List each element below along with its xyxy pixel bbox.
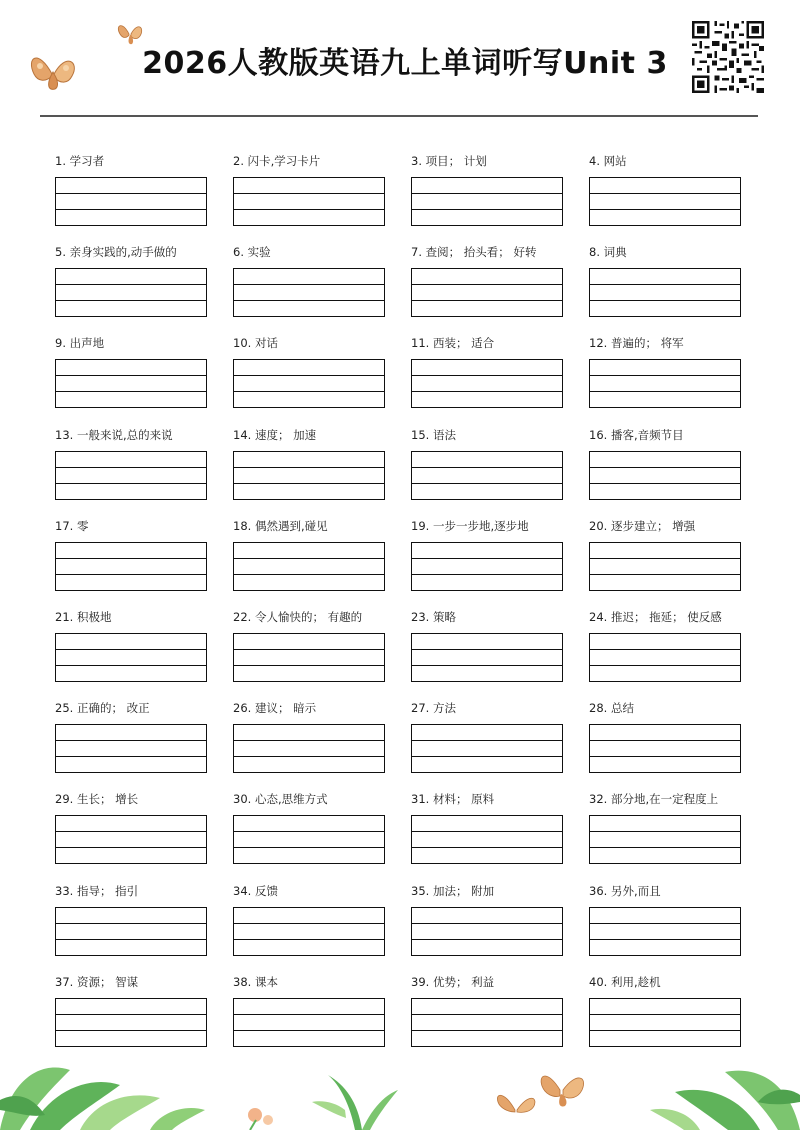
answer-line <box>590 740 740 741</box>
answer-box[interactable] <box>589 907 741 956</box>
answer-box[interactable] <box>55 268 207 317</box>
answer-box[interactable] <box>55 359 207 408</box>
vocab-prompt: 21. 积极地 <box>55 610 112 624</box>
vocab-prompt: 23. 策略 <box>411 610 456 624</box>
answer-line <box>590 1030 740 1031</box>
answer-box[interactable] <box>411 268 563 317</box>
answer-box[interactable] <box>411 359 563 408</box>
answer-line <box>56 649 206 650</box>
vocab-prompt: 19. 一步一步地,逐步地 <box>411 518 529 533</box>
vocab-prompt: 12. 普遍的； 将军 <box>589 336 684 351</box>
answer-line <box>56 558 206 559</box>
answer-line <box>412 923 562 924</box>
vocab-prompt: 31. 材料； 原料 <box>411 792 495 807</box>
vocab-item <box>589 427 744 511</box>
vocab-item <box>589 883 744 967</box>
answer-box[interactable] <box>411 907 563 956</box>
vocab-prompt: 18. 偶然遇到,碰见 <box>233 518 328 533</box>
vocab-prompt: 36. 另外,而且 <box>589 883 661 898</box>
page-title: 2026人教版英语九上单词听写Unit 3 <box>142 46 668 81</box>
answer-line <box>590 391 740 392</box>
vocab-prompt: 33. 指导； 指引 <box>55 883 139 898</box>
answer-line <box>56 831 206 832</box>
answer-box[interactable] <box>411 177 563 226</box>
answer-line <box>234 939 384 940</box>
vocab-item <box>411 335 566 419</box>
answer-box[interactable] <box>589 177 741 226</box>
answer-box[interactable] <box>55 542 207 591</box>
answer-line <box>234 375 384 376</box>
answer-line <box>56 665 206 666</box>
answer-line <box>590 1014 740 1015</box>
vocab-item <box>589 609 744 693</box>
vocab-prompt: 20. 逐步建立； 增强 <box>589 518 696 533</box>
answer-line <box>412 1014 562 1015</box>
answer-line <box>56 193 206 194</box>
answer-box[interactable] <box>55 177 207 226</box>
vocab-prompt: 39. 优势； 利益 <box>411 974 495 989</box>
answer-box[interactable] <box>411 542 563 591</box>
answer-line <box>412 939 562 940</box>
vocab-prompt: 32. 部分地,在一定程度上 <box>589 792 719 807</box>
vocab-item <box>411 700 566 784</box>
vocab-prompt: 9. 出声地 <box>55 336 105 351</box>
vocab-prompt: 16. 播客,音频节目 <box>589 427 684 442</box>
answer-box[interactable] <box>233 177 385 226</box>
vocab-item <box>411 153 566 237</box>
answer-line <box>234 193 384 194</box>
vocab-item <box>55 883 210 967</box>
answer-line <box>412 1030 562 1031</box>
answer-line <box>234 756 384 757</box>
answer-line <box>56 391 206 392</box>
answer-line <box>234 649 384 650</box>
answer-box[interactable] <box>233 907 385 956</box>
vocab-item <box>589 244 744 328</box>
vocab-item <box>589 153 744 237</box>
answer-line <box>412 831 562 832</box>
answer-line <box>412 574 562 575</box>
vocab-prompt: 26. 建议； 暗示 <box>233 701 317 716</box>
vocab-prompt: 38. 课本 <box>233 974 278 989</box>
vocab-item <box>55 244 210 328</box>
vocab-item <box>589 335 744 419</box>
answer-line <box>234 284 384 285</box>
vocab-item <box>589 791 744 875</box>
vocab-prompt: 2. 闪卡,学习卡片 <box>233 154 321 168</box>
answer-box[interactable] <box>411 451 563 500</box>
answer-line <box>234 574 384 575</box>
vocab-prompt: 24. 推迟； 拖延； 使反感 <box>589 610 722 624</box>
vocab-prompt: 25. 正确的； 改正 <box>55 701 150 716</box>
answer-box[interactable] <box>55 907 207 956</box>
answer-line <box>56 756 206 757</box>
vocab-prompt: 22. 令人愉快的； 有趣的 <box>233 610 363 624</box>
answer-line <box>412 375 562 376</box>
answer-line <box>234 1030 384 1031</box>
vocab-item <box>233 883 388 967</box>
answer-box[interactable] <box>233 542 385 591</box>
answer-line <box>590 483 740 484</box>
answer-line <box>590 284 740 285</box>
vocab-prompt: 3. 项目； 计划 <box>411 154 487 168</box>
vocab-item <box>233 335 388 419</box>
answer-line <box>56 574 206 575</box>
answer-box[interactable] <box>589 724 741 773</box>
vocab-item <box>233 700 388 784</box>
vocab-item <box>411 427 566 511</box>
answer-line <box>590 649 740 650</box>
answer-box[interactable] <box>233 451 385 500</box>
answer-line <box>412 665 562 666</box>
vocab-item <box>233 244 388 328</box>
vocab-item <box>411 609 566 693</box>
vocab-item <box>233 791 388 875</box>
answer-line <box>590 939 740 940</box>
answer-line <box>590 375 740 376</box>
vocab-item <box>589 700 744 784</box>
answer-line <box>590 847 740 848</box>
leaf-decoration <box>0 1040 800 1130</box>
answer-line <box>56 1030 206 1031</box>
vocab-item <box>233 427 388 511</box>
answer-line <box>56 483 206 484</box>
vocab-prompt: 5. 亲身实践的,动手做的 <box>55 245 177 260</box>
answer-box[interactable] <box>411 815 563 864</box>
answer-line <box>590 831 740 832</box>
answer-line <box>412 483 562 484</box>
answer-line <box>234 665 384 666</box>
answer-box[interactable] <box>55 633 207 682</box>
vocab-item <box>411 883 566 967</box>
answer-line <box>590 209 740 210</box>
vocab-item <box>55 335 210 419</box>
vocab-prompt: 37. 资源； 智谋 <box>55 974 139 989</box>
answer-line <box>412 209 562 210</box>
vocab-item <box>55 153 210 237</box>
answer-line <box>590 193 740 194</box>
answer-box[interactable] <box>233 724 385 773</box>
answer-line <box>234 300 384 301</box>
answer-line <box>412 467 562 468</box>
vocab-item <box>55 791 210 875</box>
answer-line <box>234 467 384 468</box>
vocab-item <box>55 609 210 693</box>
answer-line <box>590 300 740 301</box>
answer-box[interactable] <box>55 815 207 864</box>
vocab-prompt: 17. 零 <box>55 518 89 533</box>
vocab-item <box>55 427 210 511</box>
answer-line <box>234 558 384 559</box>
vocab-prompt: 14. 速度； 加速 <box>233 427 317 442</box>
answer-line <box>590 923 740 924</box>
answer-line <box>234 209 384 210</box>
answer-line <box>234 923 384 924</box>
vocab-item <box>55 518 210 602</box>
answer-box[interactable] <box>589 451 741 500</box>
answer-line <box>412 740 562 741</box>
answer-line <box>234 740 384 741</box>
vocab-prompt: 10. 对话 <box>233 336 278 351</box>
vocab-item <box>411 518 566 602</box>
answer-line <box>56 467 206 468</box>
answer-line <box>56 1014 206 1015</box>
vocab-prompt: 29. 生长； 增长 <box>55 792 139 807</box>
answer-line <box>234 1014 384 1015</box>
answer-box[interactable] <box>233 633 385 682</box>
answer-box[interactable] <box>411 724 563 773</box>
vocab-prompt: 11. 西装； 适合 <box>411 336 495 351</box>
answer-line <box>412 756 562 757</box>
vocab-prompt: 6. 实验 <box>233 245 271 260</box>
vocab-prompt: 4. 网站 <box>589 154 627 168</box>
answer-line <box>590 756 740 757</box>
answer-box[interactable] <box>589 268 741 317</box>
answer-box[interactable] <box>589 359 741 408</box>
answer-box[interactable] <box>589 633 741 682</box>
answer-box[interactable] <box>55 724 207 773</box>
answer-line <box>412 300 562 301</box>
vocab-item <box>233 153 388 237</box>
vocab-prompt: 30. 心态,思维方式 <box>233 792 328 807</box>
vocab-prompt: 15. 语法 <box>411 427 456 442</box>
vocab-item <box>411 244 566 328</box>
answer-line <box>234 847 384 848</box>
answer-line <box>234 483 384 484</box>
answer-line <box>234 391 384 392</box>
answer-box[interactable] <box>233 268 385 317</box>
vocab-item <box>233 518 388 602</box>
vocab-item <box>55 700 210 784</box>
answer-line <box>590 574 740 575</box>
vocab-prompt: 28. 总结 <box>589 701 634 716</box>
vocab-item <box>411 791 566 875</box>
answer-line <box>56 209 206 210</box>
vocab-prompt: 27. 方法 <box>411 701 456 716</box>
vocab-prompt: 1. 学习者 <box>55 154 105 168</box>
answer-line <box>412 391 562 392</box>
answer-line <box>56 284 206 285</box>
vocab-prompt: 34. 反馈 <box>233 883 278 898</box>
answer-line <box>590 665 740 666</box>
answer-box[interactable] <box>55 451 207 500</box>
answer-line <box>590 467 740 468</box>
answer-line <box>56 847 206 848</box>
vocab-item <box>233 609 388 693</box>
answer-line <box>56 300 206 301</box>
answer-line <box>412 193 562 194</box>
vocab-prompt: 7. 查阅； 抬头看； 好转 <box>411 245 537 260</box>
answer-line <box>234 831 384 832</box>
answer-line <box>56 740 206 741</box>
answer-box[interactable] <box>589 815 741 864</box>
vocab-prompt: 13. 一般来说,总的来说 <box>55 427 173 442</box>
vocab-prompt: 35. 加法； 附加 <box>411 883 495 898</box>
vocab-item <box>589 518 744 602</box>
answer-line <box>590 558 740 559</box>
answer-line <box>56 375 206 376</box>
answer-box[interactable] <box>233 815 385 864</box>
vocab-prompt: 40. 利用,趁机 <box>589 974 661 989</box>
answer-line <box>412 847 562 848</box>
answer-line <box>412 558 562 559</box>
vocab-prompt: 8. 词典 <box>589 245 627 260</box>
answer-box[interactable] <box>411 633 563 682</box>
answer-box[interactable] <box>233 359 385 408</box>
answer-line <box>412 284 562 285</box>
answer-line <box>56 923 206 924</box>
answer-line <box>412 649 562 650</box>
answer-line <box>56 939 206 940</box>
answer-box[interactable] <box>589 542 741 591</box>
